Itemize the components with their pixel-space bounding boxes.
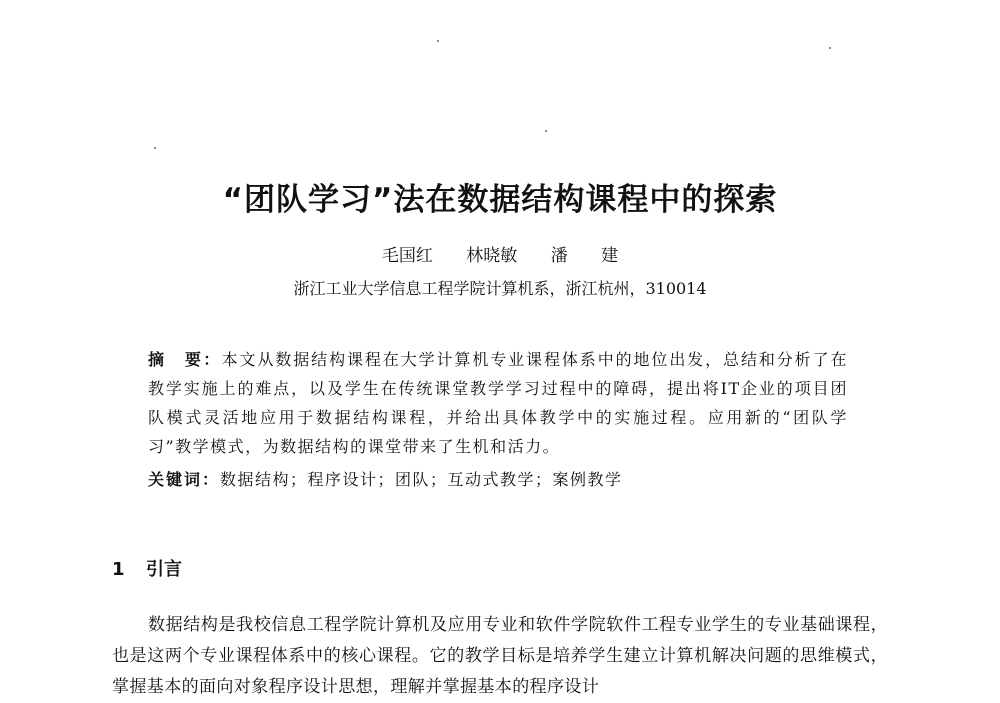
section-heading: [112, 556, 182, 584]
abstract-label: 摘 要：: [148, 350, 222, 369]
abstract-text: 本文从数据结构课程在大学计算机专业课程体系中的地位出发，总结和分析了在教学实施上的难点，以及学生在传统课堂教学学习过程中的障碍，提出将IT企业的项目团队模式灵活地应用于数据结构课程，并给出具体教学中的实施过程。应用新的“团队学习”教学模式，为数据结构的课堂带来了生机和活力。: [148, 350, 848, 456]
body-paragraph: 数据结构是我校信息工程学院计算机及应用专业和软件学院软件工程专业学生的专业基础课程，也是这两个专业课程体系中的核心课程。它的教学目标是培养学生建立计算机解决问题的思维模式，掌握基本的面向对象程序设计思想，理解并掌握基本的程序设计: [112, 615, 888, 697]
scan-speck: [545, 130, 547, 132]
keywords: [148, 465, 848, 494]
scan-speck: [437, 40, 439, 42]
keywords-label: 关键词：: [148, 470, 221, 489]
paper-authors: 毛国红 林晓敏 潘 建: [381, 246, 619, 266]
keywords-text: 数据结构；程序设计；团队；互动式教学；案例教学: [220, 470, 623, 489]
body-text: [112, 610, 888, 703]
scan-speck: [154, 147, 156, 149]
paper-title: “团队学习”法在数据结构课程中的探索: [222, 182, 778, 218]
section-title: 引言: [146, 559, 182, 580]
section-number: 1: [112, 559, 125, 580]
abstract: [148, 345, 848, 461]
scan-speck: [829, 47, 831, 49]
paper-affiliation: 浙江工业大学信息工程学院计算机系，浙江杭州，310014: [293, 279, 707, 298]
